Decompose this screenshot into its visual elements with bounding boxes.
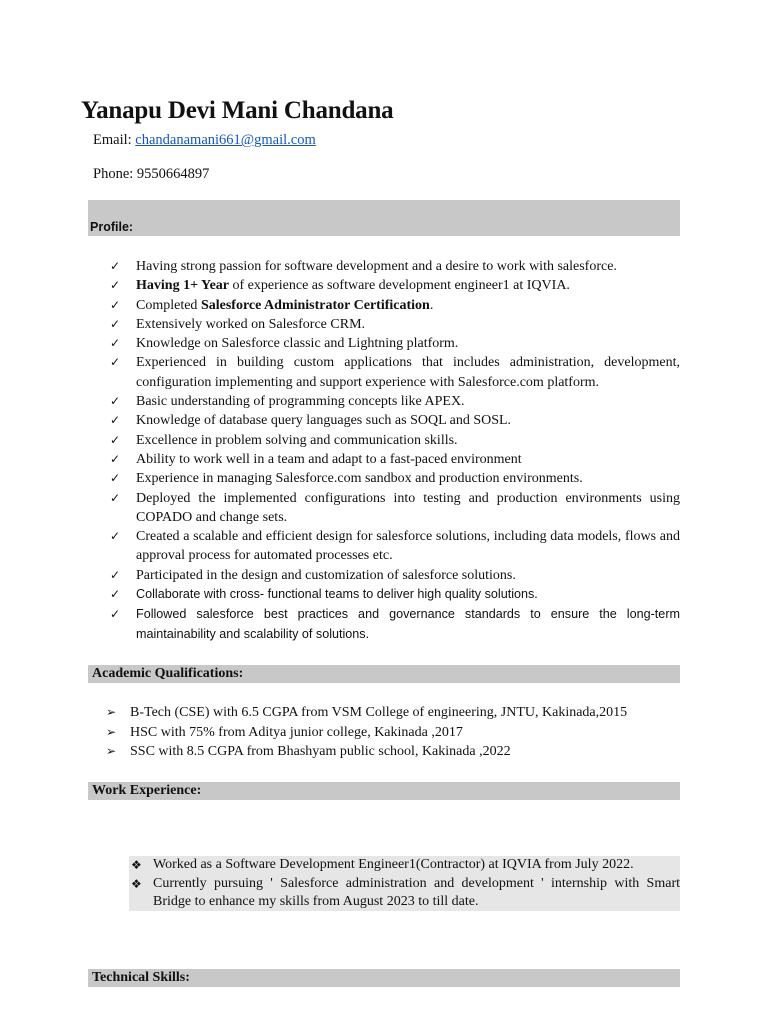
profile-item-text: Extensively worked on Salesforce CRM. [136,316,366,332]
profile-heading: Profile: [88,200,680,236]
profile-item [110,353,680,392]
check-mark-icon: ✓ [110,355,121,370]
work-experience-item [129,875,680,912]
profile-item-bold-text: Salesforce Administrator Certification [200,297,430,313]
academic-item-text: B-Tech (CSE) with 6.5 CGPA from VSM College of engineering, JNTU, Kakinada,2015 [130,705,628,720]
check-mark-icon: ✓ [110,336,121,351]
check-mark-icon: ✓ [110,432,121,447]
profile-item-text: Excellence in problem solving and communication skills. [136,432,458,448]
profile-item-text: Participated in the design and customization of salesforce solutions. [136,567,516,583]
arrowhead-icon: ➢ [106,744,117,758]
profile-item-text: Completed [136,297,201,313]
check-mark-icon: ✓ [110,587,121,602]
academic-item-text: HSC with 75% from Aditya junior college, Kakinada ,2017 [130,724,463,740]
phone-label: Phone: [93,166,137,182]
technical-skills-heading: Technical Skills: [88,969,680,987]
check-mark-icon: ✓ [110,606,121,621]
profile-item [110,411,680,430]
profile-item-text: Ability to work well in a team and adapt to a fast-paced environment [136,451,522,467]
profile-item-text: Experienced in building custom applications that includes administration, development, configuration implementing and support experience with Salesforce.com platform. [136,355,680,390]
work-experience-heading: Work Experience: [88,782,680,800]
check-mark-icon: ✓ [110,567,121,582]
academic-heading: Academic Qualifications: [88,665,680,683]
profile-item-text: Knowledge of database query languages such as SOQL and SOSL. [136,413,512,429]
arrowhead-icon: ➢ [106,705,117,719]
profile-item-text-tail: of experience as software development engineer1 at IQVIA. [229,278,570,294]
check-mark-icon: ✓ [110,297,121,312]
profile-item [110,276,680,295]
check-mark-icon: ✓ [110,413,121,428]
check-mark-icon: ✓ [110,471,121,486]
profile-item [110,315,680,334]
check-mark-icon: ✓ [110,278,121,293]
email-link[interactable]: chandanamani661@gmail.com [135,132,316,148]
academic-item-text: SSC with 8.5 CGPA from Bhashyam public school, Kakinada ,2022 [130,744,511,759]
profile-item [110,605,680,645]
profile-item [110,489,680,528]
profile-item [110,334,680,353]
profile-item-text: Followed salesforce best practices and governance standards to ensure the long-term maintainability and scalability of solutions. [136,606,680,641]
profile-item [110,257,680,276]
work-experience-item [129,856,680,875]
profile-item-text: Basic understanding of programming concepts like APEX. [136,394,465,410]
profile-item [110,527,680,566]
academic-item [106,703,680,723]
profile-item-text: Having strong passion for software development and a desire to work with salesforce. [136,259,617,274]
profile-item-text: Experience in managing Salesforce.com sandbox and production environments. [136,471,583,487]
profile-item-text: Collaborate with cross- functional teams to deliver high quality solutions. [136,587,538,602]
email-line [93,132,316,149]
profile-item [110,469,680,488]
phone-number: 9550664897 [136,166,210,182]
profile-item-bold-text: Having 1+ Year [136,278,230,294]
check-mark-icon: ✓ [110,451,121,466]
profile-item [110,450,680,469]
academic-list [106,703,680,762]
check-mark-icon: ✓ [110,316,121,331]
profile-item-text: Knowledge on Salesforce classic and Lightning platform. [136,336,459,352]
profile-list [110,257,680,644]
work-experience-item-text: Currently pursuing ' Salesforce administration and development ' internship with Smart Bridge to enhance my skills from August 2023 to till date. [153,875,680,909]
profile-item [110,392,680,411]
academic-item [106,723,680,743]
profile-item-text: Created a scalable and efficient design for salesforce solutions, including data models, flows and approval process for automated processes etc. [136,529,680,564]
profile-item [110,585,680,605]
profile-item-text-tail: . [429,297,434,313]
arrowhead-icon: ➢ [106,724,117,739]
profile-item [110,566,680,585]
work-experience-list [129,856,680,912]
check-mark-icon: ✓ [110,490,121,505]
candidate-name: Yanapu Devi Mani Chandana [81,97,394,124]
four-diamond-icon: ❖ [131,858,142,872]
check-mark-icon: ✓ [110,259,121,273]
profile-item [110,296,680,315]
profile-item [110,431,680,450]
four-diamond-icon: ❖ [131,876,142,891]
phone-line [93,166,209,183]
check-mark-icon: ✓ [110,394,121,409]
work-experience-item-text: Worked as a Software Development Engineer1(Contractor) at IQVIA from July 2022. [153,857,634,872]
profile-item-text: Deployed the implemented configurations into testing and production environments using COPADO and change sets. [136,490,680,525]
check-mark-icon: ✓ [110,529,121,544]
email-label: Email: [93,132,136,148]
academic-item [106,742,680,762]
